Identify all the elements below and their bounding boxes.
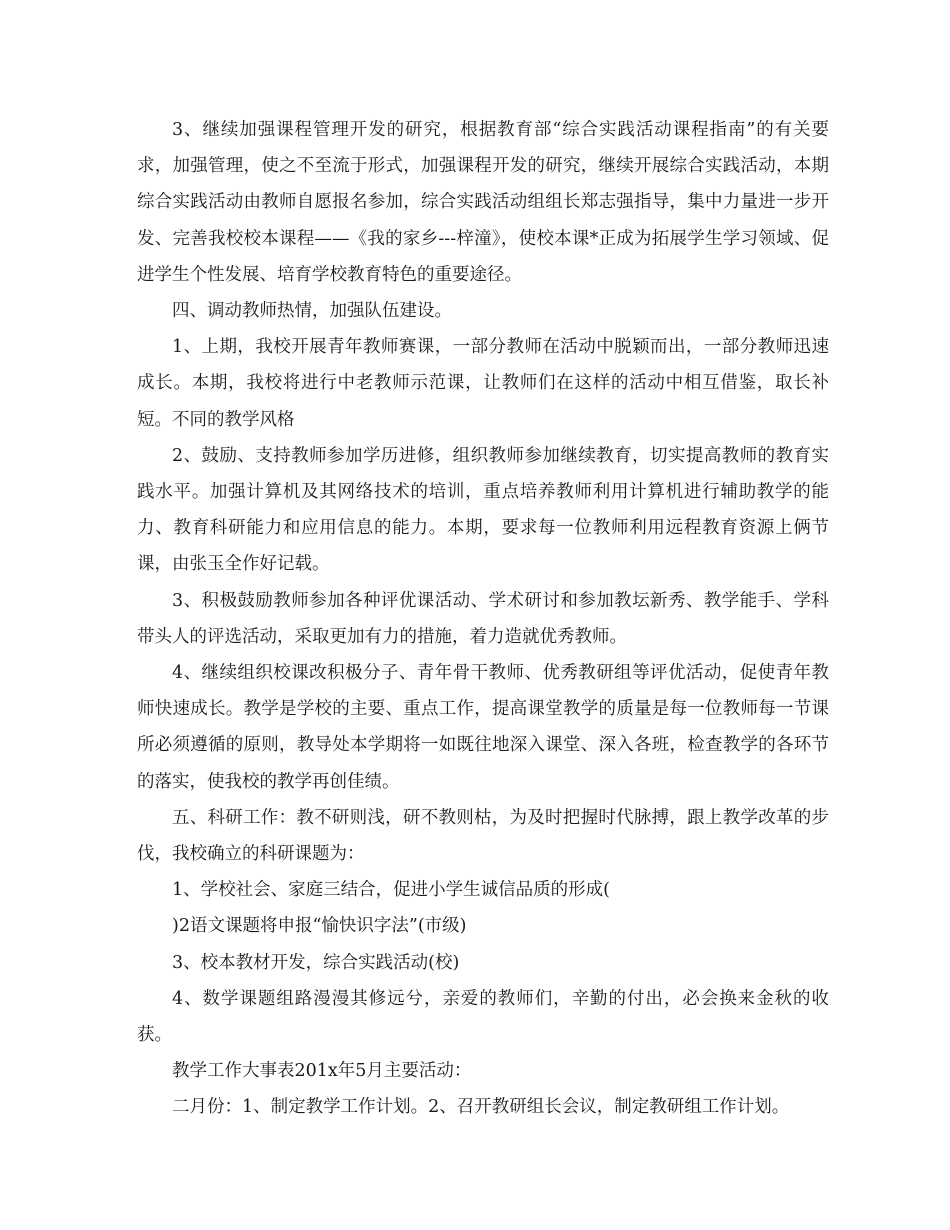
- list-item-research-topic-3: 3、校本教材开发，综合实践活动(校): [172, 952, 460, 973]
- heading-event-schedule: 教学工作大事表201x年5月主要活动：: [172, 1061, 472, 1082]
- list-item-research-topic-1: 1、学校社会、家庭三结合，促进小学生诚信品质的形成(: [172, 880, 610, 901]
- paragraph-young-teacher-growth: 4、继续组织校课改积极分子、青年骨干教师、优秀教研组等评优活动，促使青年教师快速成长。教学是学校的主要、重点工作，提高课堂教学的质量是每一位教师每一节课所必须遵循的原则，教导处本学期将一如既往地深入课堂、深入各班，检查教学的各环节的落实，使我校的教学再创佳绩。: [137, 663, 829, 792]
- paragraph-teacher-awards: 3、积极鼓励教师参加各种评优课活动、学术研讨和参加教坛新秀、教学能手、学科带头人的评选活动，采取更加有力的措施，着力造就优秀教师。: [137, 590, 829, 647]
- paragraph-february-schedule: 二月份：1、制定教学工作计划。2、召开教研组长会议，制定教研组工作计划。: [172, 1097, 790, 1118]
- heading-teacher-team-building: 四、调动教师热情，加强队伍建设。: [172, 301, 452, 322]
- paragraph-curriculum-research: 3、继续加强课程管理开发的研究，根据教育部“综合实践活动课程指南”的有关要求，加强管理，使之不至流于形式，加强课程开发的研究，继续开展综合实践活动，本期综合实践活动由教师自愿报名参加，综合实践活动组组长郑志强指导，集中力量进一步开发、完善我校校本课程——《我的家乡---梓潼》，使校本课*正成为拓展学生学习领域、促进学生个性发展、培育学校教育特色的重要途径。: [137, 120, 829, 285]
- paragraph-young-teacher-contest: 1、上期，我校开展青年教师赛课，一部分教师在活动中脱颖而出，一部分教师迅速成长。本期，我校将进行中老教师示范课，让教师们在这样的活动中相互借鉴，取长补短。不同的教学风格: [137, 337, 829, 430]
- document-body: [137, 112, 829, 1126]
- list-item-research-topic-2: )2语文课题将申报“愉快识字法”(市级): [172, 916, 467, 937]
- list-item-research-topic-4: 4、数学课题组路漫漫其修远兮，亲爱的教师们，辛勤的付出，必会换来金秋的收获。: [137, 988, 829, 1046]
- paragraph-teacher-education: 2、鼓励、支持教师参加学历进修，组织教师参加继续教育，切实提高教师的教育实践水平。加强计算机及其网络技术的培训，重点培养教师利用计算机进行辅助教学的能力、教育科研能力和应用信息的能力。本期，要求每一位教师利用远程教育资源上俩节课，由张玉全作好记载。: [137, 445, 829, 575]
- heading-research-work: 五、科研工作：教不研则浅，研不教则枯，为及时把握时代脉搏，跟上教学改革的步伐，我校确立的科研课题为：: [137, 807, 829, 865]
